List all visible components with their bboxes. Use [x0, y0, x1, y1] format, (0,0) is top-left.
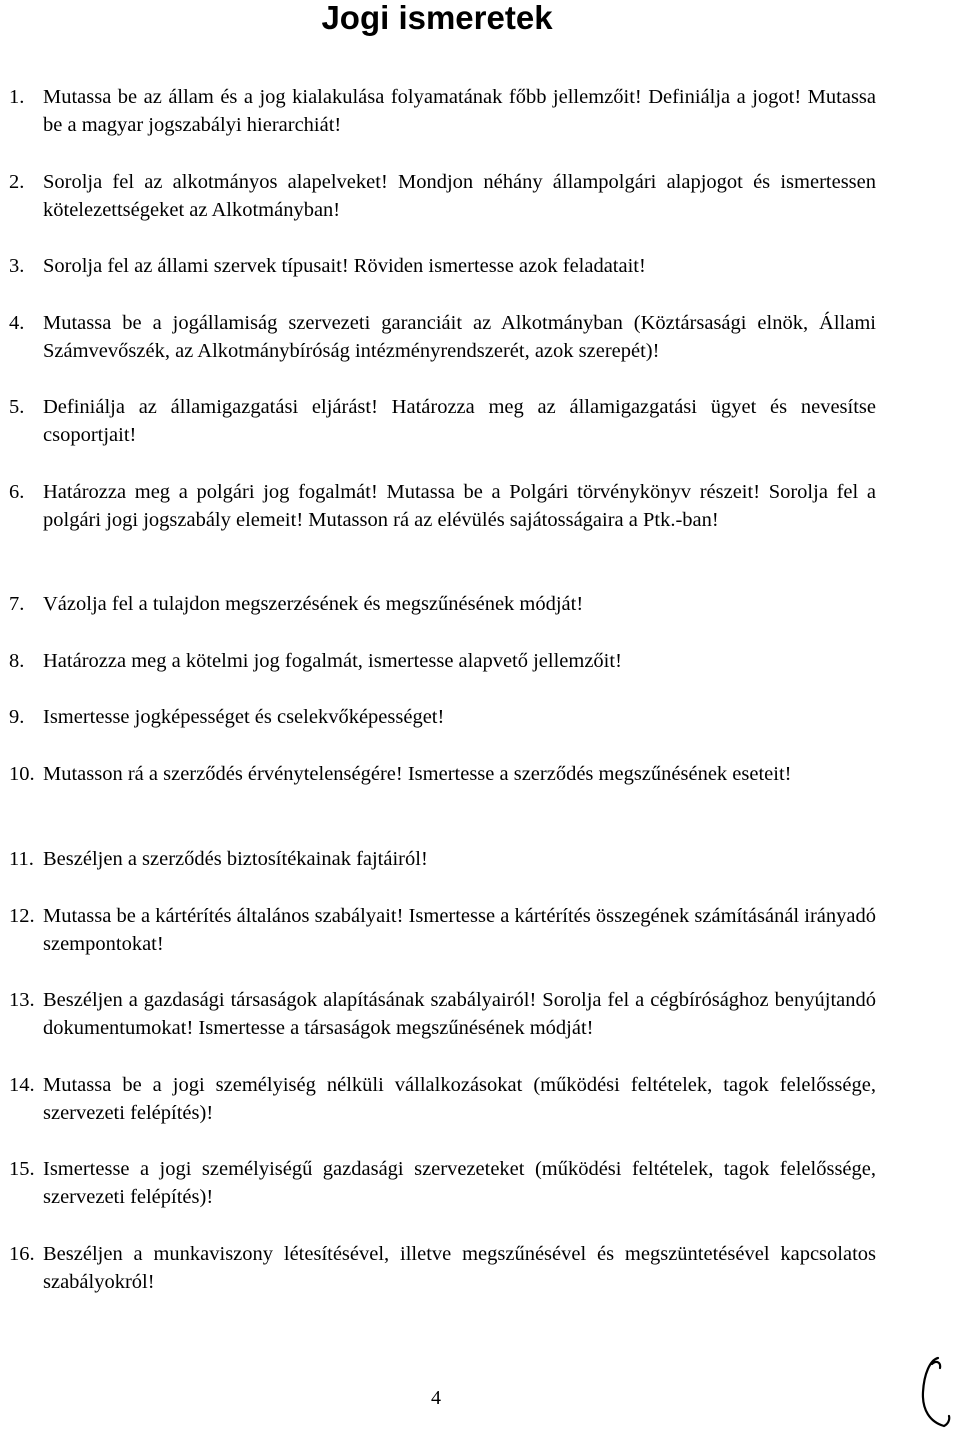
question-number: 5. [9, 396, 25, 418]
question-number: 1. [9, 86, 25, 108]
question-item [0, 1155, 876, 1211]
question-number: 10. [9, 763, 35, 785]
question-text: Beszéljen a szerződés biztosítékainak fajtáiról! [43, 848, 428, 870]
question-text: Ismertesse jogképességet és cselekvőképességet! [43, 706, 445, 728]
question-number: 6. [9, 481, 25, 503]
question-number: 13. [9, 989, 35, 1011]
question-item [0, 590, 876, 618]
question-item [0, 1071, 876, 1127]
question-text: Határozza meg a kötelmi jog fogalmát, ismertesse alapvető jellemzőit! [43, 650, 622, 672]
question-number: 14. [9, 1074, 35, 1096]
question-item [0, 252, 876, 280]
question-item [0, 83, 876, 139]
question-item [0, 309, 876, 365]
question-number: 4. [9, 312, 25, 334]
question-text: Beszéljen a gazdasági társaságok alapításának szabályairól! Sorolja fel a cégbírósághoz benyújtandó dokumentumokat! Ismertesse a társaságok megszűnésének módját! [43, 989, 876, 1039]
question-number: 7. [9, 593, 25, 615]
question-number: 16. [9, 1243, 35, 1265]
question-text: Mutassa be a kártérítés általános szabályait! Ismertesse a kártérítés összegének számításánál irányadó szempontokat! [43, 905, 876, 955]
question-item [0, 845, 876, 873]
question-number: 3. [9, 255, 25, 277]
question-item [0, 760, 876, 788]
question-number: 8. [9, 650, 25, 672]
question-item [0, 168, 876, 224]
question-text: Mutassa be a jogállamiság szervezeti garanciáit az Alkotmányban (Köztársasági elnök, Állami Számvevőszék, az Alkotmánybíróság intézményrendszerét, azok szerepét)! [43, 312, 876, 362]
question-number: 12. [9, 905, 35, 927]
question-item [0, 986, 876, 1042]
question-item [0, 393, 876, 449]
question-text: Határozza meg a polgári jog fogalmát! Mutassa be a Polgári törvénykönyv részeit! Sorolja fel a polgári jogi jogszabály elemeit! Mutasson rá az elévülés sajátosságaira a Ptk.-ban! [43, 481, 876, 531]
question-text: Definiálja az államigazgatási eljárást! Határozza meg az államigazgatási ügyet és nevesítse csoportjait! [43, 396, 876, 446]
question-number: 9. [9, 706, 25, 728]
question-text: Sorolja fel az alkotmányos alapelveket! Mondjon néhány állampolgári alapjogot és ismertessen kötelezettségeket az Alkotmányban! [43, 171, 876, 221]
question-text: Ismertesse a jogi személyiségű gazdasági szervezeteket (működési feltételek, tagok felelőssége, szervezeti felépítés)! [43, 1158, 876, 1208]
page-title: Jogi ismeretek [321, 0, 553, 36]
page-number: 4 [431, 1387, 441, 1409]
question-item [0, 902, 876, 958]
question-item [0, 478, 876, 534]
question-number: 2. [9, 171, 25, 193]
question-item [0, 647, 876, 675]
question-item [0, 1240, 876, 1296]
handwritten-initial-mark [908, 1352, 958, 1432]
question-text: Sorolja fel az állami szervek típusait! Röviden ismertesse azok feladatait! [43, 255, 646, 277]
question-item [0, 703, 876, 731]
question-text: Mutasson rá a szerződés érvénytelenségére! Ismertesse a szerződés megszűnésének eseteit! [43, 763, 792, 785]
question-text: Mutassa be a jogi személyiség nélküli vállalkozásokat (működési feltételek, tagok felelőssége, szervezeti felépítés)! [43, 1074, 876, 1124]
question-text: Mutassa be az állam és a jog kialakulása folyamatának főbb jellemzőit! Definiálja a jogot! Mutassa be a magyar jogszabályi hierarchiát! [43, 86, 876, 136]
question-number: 15. [9, 1158, 35, 1180]
question-number: 11. [9, 848, 34, 870]
question-text: Beszéljen a munkaviszony létesítésével, illetve megszűnésével és megszüntetésével kapcsolatos szabályokról! [43, 1243, 876, 1293]
question-text: Vázolja fel a tulajdon megszerzésének és megszűnésének módját! [43, 593, 584, 615]
